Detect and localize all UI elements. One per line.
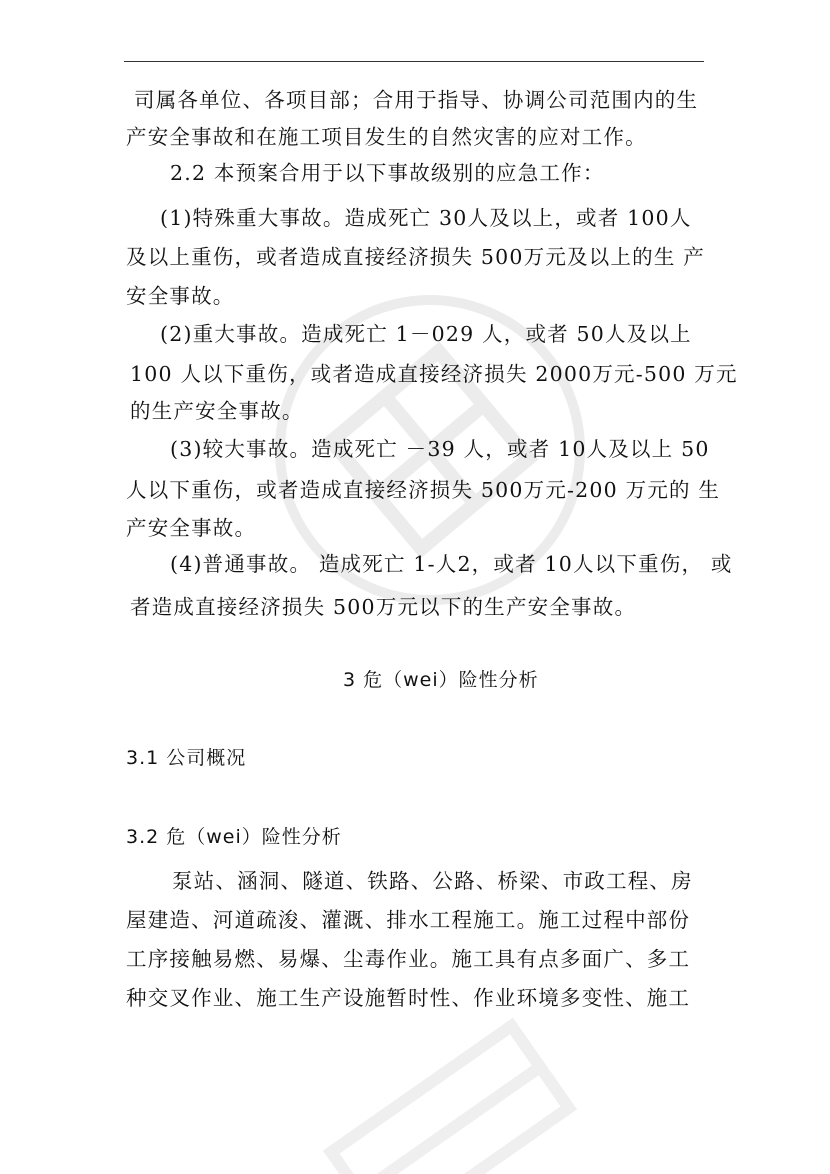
text-line: 泵站、涵洞、隧道、铁路、公路、桥梁、市政工程、房 <box>172 869 693 893</box>
text-line: (2)重大事故。造成死亡 1－029 人，或者 50人及以上 <box>160 322 692 346</box>
text-line: (1)特殊重大事故。造成死亡 30人及以上，或者 100人 <box>160 206 692 230</box>
text-line: 产安全事故。 <box>126 516 257 540</box>
text-line: 及以上重伤，或者造成直接经济损失 500万元及以上的生 产 <box>126 245 705 269</box>
text-line: 100 人以下重伤，或者造成直接经济损失 2000万元-500 万元 <box>130 362 738 386</box>
text-line: 产安全事故和在施工项目发生的自然灾害的应对工作。 <box>126 125 647 149</box>
text-line: 屋建造、河道疏浚、灌溉、排水工程施工。施工过程中部份 <box>126 908 691 932</box>
text-line: 的生产安全事故。 <box>130 399 304 423</box>
text-line: 工序接触易燃、易爆、尘毒作业。施工具有点多面广、多工 <box>126 947 691 971</box>
text-line: 安全事故。 <box>126 284 235 308</box>
text-line: (3)较大事故。造成死亡 －39 人，或者 10人及以上 50 <box>170 437 710 461</box>
section-title: 3 危（wei）险性分析 <box>343 669 539 691</box>
text-line: 种交叉作业、施工生产设施暂时性、作业环境多变性、施工 <box>126 986 691 1010</box>
text-line: 司属各单位、各项目部；合用于指导、协调公司范围内的生 <box>134 88 699 112</box>
text-line: (4)普通事故。 造成死亡 1-人2，或者 10人以下重伤， 或 <box>170 552 733 576</box>
subsection-title: 3.1 公司概况 <box>126 747 247 769</box>
text-line: 者造成直接经济损失 500万元以下的生产安全事故。 <box>130 595 637 619</box>
text-line: 2.2 本预案合用于以下事故级别的应急工作： <box>170 161 605 185</box>
header-rule <box>124 61 704 62</box>
subsection-title: 3.2 危（wei）险性分析 <box>126 826 342 848</box>
text-line: 人以下重伤，或者造成直接经济损失 500万元-200 万元的 生 <box>126 478 721 502</box>
